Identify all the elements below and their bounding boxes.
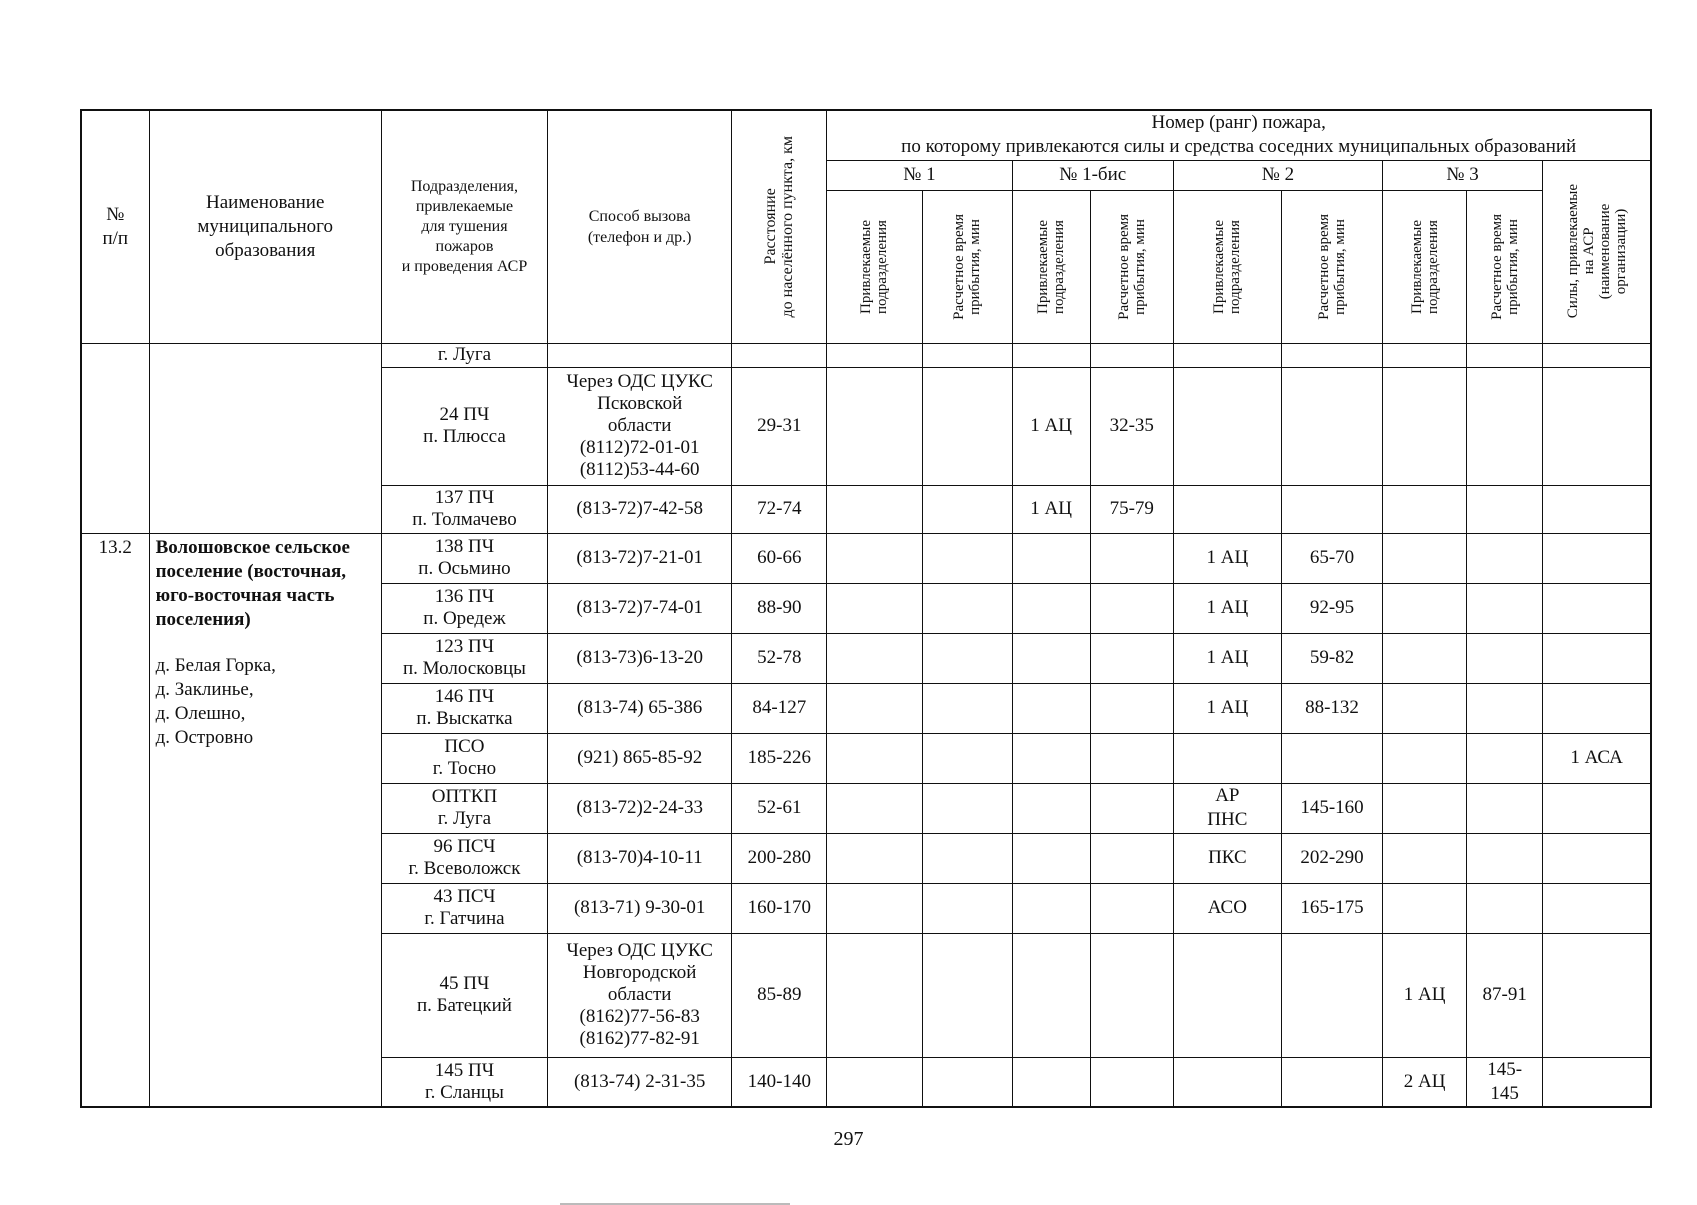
cell-r1u	[827, 883, 922, 933]
cell-r2u	[1173, 343, 1281, 367]
cell-r3u	[1383, 533, 1467, 583]
cell-r1bu	[1012, 933, 1090, 1057]
cell-r1u	[827, 683, 922, 733]
cell-r2t	[1281, 933, 1382, 1057]
cell-r3t	[1467, 683, 1543, 733]
cell-r1u	[827, 583, 922, 633]
cell-r1bt	[1090, 533, 1173, 583]
cell-unit: г. Луга	[381, 343, 547, 367]
cell-asr	[1543, 683, 1651, 733]
cell-asr	[1543, 1057, 1651, 1107]
cell-r1bu	[1012, 533, 1090, 583]
cell-r1bt: 32-35	[1090, 367, 1173, 485]
cell-r1t	[922, 367, 1012, 485]
cell-call: (813-74) 65-386	[548, 683, 732, 733]
cell-unit: 137 ПЧ п. Толмачево	[381, 485, 547, 533]
cell-r1u	[827, 783, 922, 833]
header-r1-eta-cell	[922, 190, 1012, 343]
cell-dist: 85-89	[732, 933, 827, 1057]
cell-r2u: АСО	[1173, 883, 1281, 933]
cell-r3t	[1467, 533, 1543, 583]
cell-r1bt	[1090, 883, 1173, 933]
cell-unit: 96 ПСЧ г. Всеволожск	[381, 833, 547, 883]
cell-r1bu	[1012, 343, 1090, 367]
cell-r1bt: 75-79	[1090, 485, 1173, 533]
header-call-method: Способ вызова (телефон и др.)	[548, 110, 732, 343]
cell-r1bu	[1012, 733, 1090, 783]
cell-unit: ОПТКП г. Луга	[381, 783, 547, 833]
cell-r1t	[922, 1057, 1012, 1107]
cell-r3u	[1383, 343, 1467, 367]
cell-dist: 200-280	[732, 833, 827, 883]
cell-r3u	[1383, 883, 1467, 933]
cell-call: Через ОДС ЦУКС Новгородской области (8162)77-56-83 (8162)77-82-91	[548, 933, 732, 1057]
cell-r3t	[1467, 485, 1543, 533]
header-r3-eta: Расчетное время прибытия, мин	[1488, 213, 1521, 320]
cell-r2t	[1281, 1057, 1382, 1107]
header-number: № п/п	[81, 110, 149, 343]
header-rank-2: № 2	[1173, 160, 1382, 190]
cell-r3u	[1383, 833, 1467, 883]
cell-r1u	[827, 733, 922, 783]
fire-forces-table	[80, 109, 1652, 1108]
cell-r2t: 88-132	[1281, 683, 1382, 733]
cell-dist: 185-226	[732, 733, 827, 783]
cell-r2u	[1173, 1057, 1281, 1107]
page-number: 297	[833, 1128, 864, 1150]
cell-dist: 72-74	[732, 485, 827, 533]
cell-municipality	[149, 533, 381, 1107]
cell-asr	[1543, 367, 1651, 485]
cell-r1bt	[1090, 933, 1173, 1057]
cell-r1t	[922, 883, 1012, 933]
cell-call	[548, 343, 732, 367]
cell-r1bu	[1012, 1057, 1090, 1107]
table-row	[81, 533, 1651, 583]
cell-r3t: 145- 145	[1467, 1057, 1543, 1107]
header-r3-units-cell	[1383, 190, 1467, 343]
cell-r2u	[1173, 733, 1281, 783]
cell-call: (813-70)4-10-11	[548, 833, 732, 883]
header-r2-units-cell	[1173, 190, 1281, 343]
cell-unit: 123 ПЧ п. Молосковцы	[381, 633, 547, 683]
header-fire-rank: Номер (ранг) пожара, по которому привлекаются силы и средства соседних муниципальных образований	[827, 110, 1651, 160]
cell-r1t	[922, 343, 1012, 367]
cell-r1bt	[1090, 783, 1173, 833]
cell-r3t	[1467, 583, 1543, 633]
cell-call: (813-72)2-24-33	[548, 783, 732, 833]
cell-r1u	[827, 533, 922, 583]
cell-call: Через ОДС ЦУКС Псковской области (8112)72-01-01 (8112)53-44-60	[548, 367, 732, 485]
header-r2-eta-cell	[1281, 190, 1382, 343]
cell-r3u	[1383, 367, 1467, 485]
cell-r2u: 1 АЦ	[1173, 533, 1281, 583]
cell-r2u: ПКС	[1173, 833, 1281, 883]
cell-r3u: 2 АЦ	[1383, 1057, 1467, 1107]
header-distance: Расстояние до населённого пункта, км	[762, 136, 797, 318]
cell-r1t	[922, 833, 1012, 883]
cell-r1bu	[1012, 883, 1090, 933]
cell-r2t: 145-160	[1281, 783, 1382, 833]
header-r1bis-units-cell	[1012, 190, 1090, 343]
cell-call: (813-71) 9-30-01	[548, 883, 732, 933]
cell-r3u	[1383, 733, 1467, 783]
cell-r2t	[1281, 367, 1382, 485]
cell-r1t	[922, 583, 1012, 633]
cell-dist: 29-31	[732, 367, 827, 485]
cell-asr	[1543, 783, 1651, 833]
cell-dist: 60-66	[732, 533, 827, 583]
cell-r1t	[922, 683, 1012, 733]
cell-r1t	[922, 933, 1012, 1057]
header-units: Подразделения, привлекаемые для тушения пожаров и проведения АСР	[381, 110, 547, 343]
cell-r2t: 59-82	[1281, 633, 1382, 683]
cell-r3t	[1467, 343, 1543, 367]
cell-dist: 52-78	[732, 633, 827, 683]
cell-dist	[732, 343, 827, 367]
cell-r1bt	[1090, 733, 1173, 783]
cell-unit: 145 ПЧ г. Сланцы	[381, 1057, 547, 1107]
cell-asr	[1543, 583, 1651, 633]
cell-r1u	[827, 485, 922, 533]
cell-r1u	[827, 343, 922, 367]
header-r3-units: Привлекаемые подразделения	[1408, 219, 1441, 314]
cell-r1bu: 1 АЦ	[1012, 485, 1090, 533]
header-asr-cell	[1543, 160, 1651, 343]
cell-r2u: 1 АЦ	[1173, 633, 1281, 683]
cell-r1u	[827, 367, 922, 485]
header-r1bis-eta-cell	[1090, 190, 1173, 343]
cell-r3t	[1467, 833, 1543, 883]
cell-r1bt	[1090, 343, 1173, 367]
cell-r2u	[1173, 933, 1281, 1057]
cell-r1t	[922, 533, 1012, 583]
header-rank-1bis: № 1-бис	[1012, 160, 1173, 190]
cell-r2t: 65-70	[1281, 533, 1382, 583]
cell-dist: 160-170	[732, 883, 827, 933]
municipality-name: Волошовское сельское поселение (восточная, юго-восточная часть поселения)	[155, 536, 350, 630]
cell-r2t	[1281, 733, 1382, 783]
cell-asr	[1543, 883, 1651, 933]
cell-r3u: 1 АЦ	[1383, 933, 1467, 1057]
cell-r3u	[1383, 683, 1467, 733]
municipality-villages: д. Белая Горка, д. Заклинье, д. Олешно, д. Островно	[155, 654, 276, 748]
cell-r1t	[922, 783, 1012, 833]
cell-r1bt	[1090, 683, 1173, 733]
header-municipality: Наименование муниципального образования	[149, 110, 381, 343]
cell-dist: 84-127	[732, 683, 827, 733]
cell-call: (813-73)6-13-20	[548, 633, 732, 683]
cell-r1bu	[1012, 683, 1090, 733]
cell-r3u	[1383, 583, 1467, 633]
cell-r2u: 1 АЦ	[1173, 583, 1281, 633]
header-rank-1: № 1	[827, 160, 1012, 190]
cell-asr	[1543, 533, 1651, 583]
cell-r1bu	[1012, 833, 1090, 883]
cell-unit: 136 ПЧ п. Оредеж	[381, 583, 547, 633]
cell-unit: 24 ПЧ п. Плюсса	[381, 367, 547, 485]
cell-asr	[1543, 633, 1651, 683]
cell-r1t	[922, 733, 1012, 783]
cell-r1t	[922, 633, 1012, 683]
cell-r1u	[827, 833, 922, 883]
table-row	[81, 343, 1651, 367]
cell-r1t	[922, 485, 1012, 533]
cell-unit: 146 ПЧ п. Выскатка	[381, 683, 547, 733]
cell-asr	[1543, 343, 1651, 367]
header-r1bis-eta: Расчетное время прибытия, мин	[1115, 213, 1148, 320]
cell-r2t	[1281, 485, 1382, 533]
header-r1-units: Привлекаемые подразделения	[858, 219, 891, 314]
cell-r3u	[1383, 633, 1467, 683]
cell-call: (921) 865-85-92	[548, 733, 732, 783]
cell-number-empty	[81, 343, 149, 533]
cell-r3t: 87-91	[1467, 933, 1543, 1057]
cell-r1bu	[1012, 583, 1090, 633]
cell-r1bu: 1 АЦ	[1012, 367, 1090, 485]
cell-r1u	[827, 633, 922, 683]
header-r2-eta: Расчетное время прибытия, мин	[1315, 213, 1348, 320]
cell-asr: 1 АСА	[1543, 733, 1651, 783]
cell-r1bu	[1012, 633, 1090, 683]
cell-r2t	[1281, 343, 1382, 367]
cell-r1bt	[1090, 833, 1173, 883]
cell-r1bt	[1090, 583, 1173, 633]
cell-r2t: 165-175	[1281, 883, 1382, 933]
cell-unit: 45 ПЧ п. Батецкий	[381, 933, 547, 1057]
cell-r1bu	[1012, 783, 1090, 833]
header-r1bis-units: Привлекаемые подразделения	[1035, 219, 1068, 314]
cell-r2t: 202-290	[1281, 833, 1382, 883]
cell-r3u	[1383, 485, 1467, 533]
cell-r3u	[1383, 783, 1467, 833]
cell-call: (813-74) 2-31-35	[548, 1057, 732, 1107]
cell-unit: 43 ПСЧ г. Гатчина	[381, 883, 547, 933]
header-distance-cell	[732, 110, 827, 343]
cell-r1u	[827, 1057, 922, 1107]
cell-r3t	[1467, 367, 1543, 485]
cell-dist: 88-90	[732, 583, 827, 633]
cell-asr	[1543, 833, 1651, 883]
cell-asr	[1543, 933, 1651, 1057]
cell-r1bt	[1090, 1057, 1173, 1107]
document-sheet	[80, 109, 1652, 1108]
cell-r2t: 92-95	[1281, 583, 1382, 633]
header-rank-3: № 3	[1383, 160, 1543, 190]
cell-r2u: АР ПНС	[1173, 783, 1281, 833]
header-r2-units: Привлекаемые подразделения	[1211, 219, 1244, 314]
header-r1-eta: Расчетное время прибытия, мин	[951, 213, 984, 320]
cell-r2u	[1173, 367, 1281, 485]
cell-unit: ПСО г. Тосно	[381, 733, 547, 783]
cell-dist: 52-61	[732, 783, 827, 833]
cell-r2u: 1 АЦ	[1173, 683, 1281, 733]
cell-r3t	[1467, 783, 1543, 833]
cell-r3t	[1467, 883, 1543, 933]
cell-r2u	[1173, 485, 1281, 533]
cell-call: (813-72)7-74-01	[548, 583, 732, 633]
header-asr-forces: Силы, привлекаемые на АСР (наименование организации)	[1564, 184, 1629, 319]
cell-call: (813-72)7-42-58	[548, 485, 732, 533]
cell-call: (813-72)7-21-01	[548, 533, 732, 583]
cell-r1u	[827, 933, 922, 1057]
cell-r3t	[1467, 633, 1543, 683]
cell-dist: 140-140	[732, 1057, 827, 1107]
header-r3-eta-cell	[1467, 190, 1543, 343]
cell-asr	[1543, 485, 1651, 533]
cell-municipality-empty	[149, 343, 381, 533]
cell-number: 13.2	[81, 533, 149, 1107]
cell-unit: 138 ПЧ п. Осьмино	[381, 533, 547, 583]
cell-r3t	[1467, 733, 1543, 783]
header-r1-units-cell	[827, 190, 922, 343]
cell-r1bt	[1090, 633, 1173, 683]
